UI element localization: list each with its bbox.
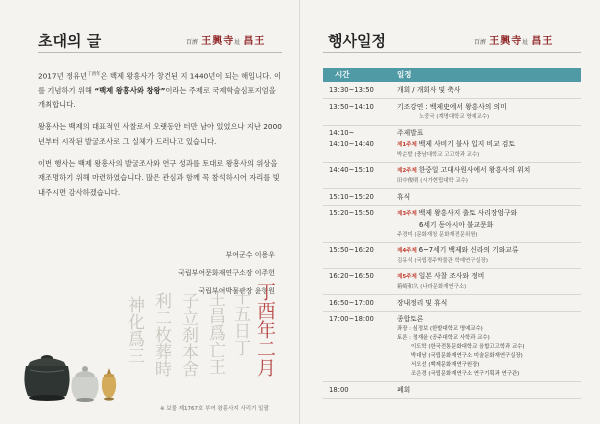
invitation-title: 초대의 글 bbox=[38, 32, 102, 50]
signature-museum-director: 국립부여박물관장 윤형원 bbox=[198, 287, 275, 295]
header-program: 일정 bbox=[397, 70, 412, 79]
calligraphy-column-5: 利二枚葬時 bbox=[151, 292, 171, 377]
topic-badge: 제2주제 bbox=[397, 168, 417, 174]
event-brand-logo: 百濟 王興寺址 昌王 bbox=[186, 36, 266, 47]
title-rule bbox=[323, 52, 581, 53]
topic-badge: 제5주제 bbox=[397, 274, 417, 280]
table-row: 16:50~17:00 장내정리 및 휴식 bbox=[323, 295, 581, 312]
schedule-table bbox=[323, 68, 581, 399]
silver-reliquary-image bbox=[68, 365, 102, 403]
paragraph-1: 2017년 정유년$^{丁酉年}$은 백제 왕흥사가 창건된 지 1440년이 되는 해입니다. 이를 기념하기 위해 “백제 왕흥사와 창왕”이라는 주제로 국제학술심포지엄을 개최합니다. bbox=[38, 71, 282, 110]
table-row: 15:50~16:20 제4주제 6~7세기 백제와 신라의 기와교류 김유식 (국립경주박물관 학예연구실장) bbox=[323, 243, 581, 269]
header-time: 시간 bbox=[335, 70, 350, 79]
topic-badge: 제3주제 bbox=[397, 211, 417, 217]
title-rule bbox=[38, 52, 282, 53]
gold-reliquary-image bbox=[98, 368, 120, 402]
calligraphy-column-3: 王昌爲亡王 bbox=[205, 290, 225, 375]
table-row: 13:30~13:50 개회 / 개회사 및 축사 bbox=[323, 82, 581, 99]
event-brand-logo: 百濟 王興寺址 昌王 bbox=[474, 36, 554, 47]
calligraphy-column-4: 子立刹本舍 bbox=[178, 292, 198, 377]
table-row: 14:10~ 14:10~14:40 주제발표 제1주제 백제 사비기 불사 입지 비교 검토 박순발 (충남대학교 고고학과 교수) bbox=[323, 126, 581, 163]
invitation-body bbox=[38, 68, 282, 208]
paragraph-2: 왕흥사는 백제의 대표적인 사찰로서 오랫동안 터만 남아 있었으나 지난 2000년부터 시작된 발굴조사로 그 실체가 드러나고 있습니다. bbox=[38, 122, 282, 146]
table-row: 15:10~15:20 휴식 bbox=[323, 189, 581, 206]
schedule-table-header bbox=[323, 68, 581, 82]
calligraphy-column-1: 丁酉年二月 bbox=[254, 282, 276, 377]
table-row: 14:40~15:10 제2주제 한중일 고대사원사에서 왕흥사의 위치 田中俊明 (시가현립대학 교수) bbox=[323, 163, 581, 189]
signature-county-governor: 부여군수 이용우 bbox=[225, 251, 275, 259]
schedule-title: 행사일정 bbox=[328, 32, 386, 50]
calligraphy-column-6: 神化爲三 bbox=[124, 296, 144, 364]
topic-badge: 제1주제 bbox=[397, 142, 417, 148]
table-row: 13:50~14:10 기조강연 : 백제史에서 왕흥사의 의미 노중국 (계명대학교 명예교수) bbox=[323, 99, 581, 126]
topic-badge: 제4주제 bbox=[397, 248, 417, 254]
signature-institute-director: 국립부여문화재연구소장 이주헌 bbox=[178, 269, 275, 277]
table-row: 16:20~16:50 제5주제 일본 사찰 조사와 정비 箱崎和久 (나라문화재연구소) bbox=[323, 269, 581, 295]
paragraph-3: 이번 행사는 백제 왕흥사의 발굴조사와 연구 성과를 토대로 왕흥사의 위상을 재조명하기 위해 마련하였습니다. 많은 관심과 함께 꼭 참석하시어 자리를 빛내주시면 감사하겠습니다. bbox=[38, 158, 280, 197]
photo-caption: ※ 보물 제1767호 부여 왕흥사지 사리기 일괄 bbox=[160, 406, 269, 412]
right-page bbox=[300, 0, 600, 424]
table-row: 18:00 폐회 bbox=[323, 382, 581, 399]
table-row: 17:00~18:00 종합토론 좌장 : 심정보 (한밭대학교 명예교수) 토론 : 정재윤 (공주대학교 사학과 교수) 이도학 (한국전통문화대학교 융합고고학과 교수) 박대남 (국립문화재연구소 미술문화재연구실장) 서오선 (백제문화재연구원장) 조은경 (국립문화재연구소 연구기획과 연구관) bbox=[323, 312, 581, 382]
table-row: 15:20~15:50 제3주제 백제 왕흥사지 출토 사리장엄구와 6세기 동아시아 불교문화 주경미 (문화재청 문화재전문위원) bbox=[323, 206, 581, 243]
calligraphy-column-2: 十五日丁 bbox=[230, 288, 250, 356]
